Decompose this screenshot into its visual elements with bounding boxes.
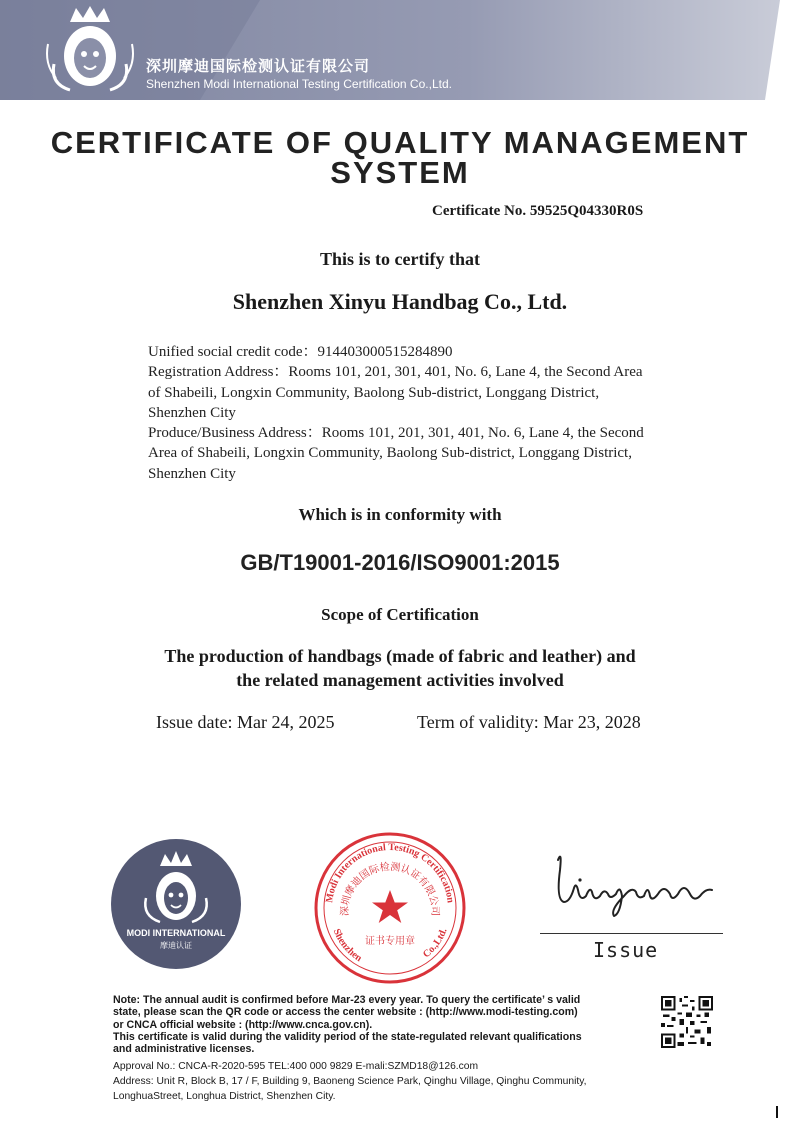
registration-address-line: Registration Address：Rooms 101, 201, 301, 401, No. 6, Lane 4, the Second Area: [148, 364, 643, 381]
signature-line: [540, 933, 723, 934]
seal-inner-text: 证书专用章: [365, 936, 415, 947]
registration-address-line: Shenzhen City: [148, 404, 236, 421]
validity-label: Term of validity:: [417, 712, 539, 732]
credit-code: Unified social credit code：914403000515284890: [148, 344, 453, 360]
business-address-line: Produce/Business Address：Rooms 101, 201, 301, 401, No. 6, Lane 4, the Second: [148, 425, 644, 442]
issue-date-value: Mar 24, 2025: [236, 712, 335, 732]
note-line: This certificate is valid during the validity period of the state-regulated relevant qualifications: [113, 1030, 582, 1043]
logo-text-en: MODI INTERNATIONAL: [126, 928, 226, 938]
handwritten-signature: [540, 840, 730, 920]
note-line: and administrative licenses.: [113, 1043, 255, 1056]
certificate-title-line2: SYSTEM: [330, 155, 470, 190]
validity-value: Mar 23, 2028: [543, 712, 641, 732]
note-line: state, please scan the QR code or access the center website : (http://www.modi-testing.com): [113, 1006, 578, 1019]
approval-line: Approval No.: CNCA-R-2020-595 TEL:400 000 9829 E-mali:SZMD18@126.com: [113, 1061, 479, 1072]
issue-label: Issue: [593, 938, 659, 962]
validity-date: [417, 712, 641, 733]
registration-address-line: of Shabeili, Longxin Community, Baolong Sub-district, Longgang District,: [148, 384, 600, 401]
business-address-line: Area of Shabeili, Longxin Community, Baolong Sub-district, Longgang District,: [148, 445, 632, 462]
note-line: Note: The annual audit is confirmed before Mar-23 every year. To query the certificate’ s valid: [113, 994, 581, 1006]
logo-text-cn: 摩迪认证: [160, 941, 192, 950]
issue-date: [156, 712, 334, 733]
header-banner: [0, 0, 800, 100]
scope-line: The production of handbags (made of fabric and leather) and: [164, 646, 636, 666]
business-address-line: Shenzhen City: [148, 465, 236, 482]
audit-note: [113, 994, 653, 1055]
seal-text-en-bottom2: Co.,Ltd.: [421, 926, 450, 961]
modi-round-logo-icon: [110, 838, 242, 970]
certificate-title-line1: CERTIFICATE OF QUALITY MANAGEMENT: [50, 125, 750, 160]
seal-star-icon: [372, 890, 408, 923]
lion-crown-logo-icon: [40, 4, 140, 96]
issue-date-label: Issue date:: [156, 712, 233, 732]
address-line: LonghuaStreet, Longhua District, Shenzhen City.: [113, 1091, 336, 1102]
company-name-en: Shenzhen Modi International Testing Certification Co.,Ltd.: [146, 77, 452, 91]
note-line: or CNCA official website : (http://www.cnca.gov.cn).: [113, 1018, 373, 1031]
address-line: Address: Unit R, Block B, 17 / F, Building 9, Baoneng Science Park, Qinghu Village, Qinghu Community,: [113, 1076, 587, 1087]
qr-code-icon: [661, 996, 713, 1048]
seal-text-en-top: Modi International Testing Certification: [324, 841, 456, 904]
certificate-number: Certificate No. 59525Q04330R0S: [432, 203, 644, 219]
company-name-cn: 深圳摩迪国际检测认证有限公司: [146, 57, 371, 75]
certify-text: This is to certify that: [320, 249, 480, 269]
company-seal-stamp: [310, 828, 470, 988]
certified-company-name: Shenzhen Xinyu Handbag Co., Ltd.: [232, 289, 568, 314]
footer-info: [113, 1059, 673, 1104]
company-details: [148, 342, 688, 484]
scope-title: Scope of Certification: [321, 605, 479, 624]
scope-line: the related management activities involved: [236, 670, 564, 690]
conformity-text: Which is in conformity with: [298, 505, 502, 524]
seal-text-en-bottom: Shenzhen: [330, 927, 364, 965]
edge-mark: [776, 1106, 778, 1118]
standard-code: GB/T19001-2016/ISO9001:2015: [240, 550, 560, 575]
seal-text-cn: 深圳摩迪国际检测认证有限公司: [339, 861, 441, 917]
